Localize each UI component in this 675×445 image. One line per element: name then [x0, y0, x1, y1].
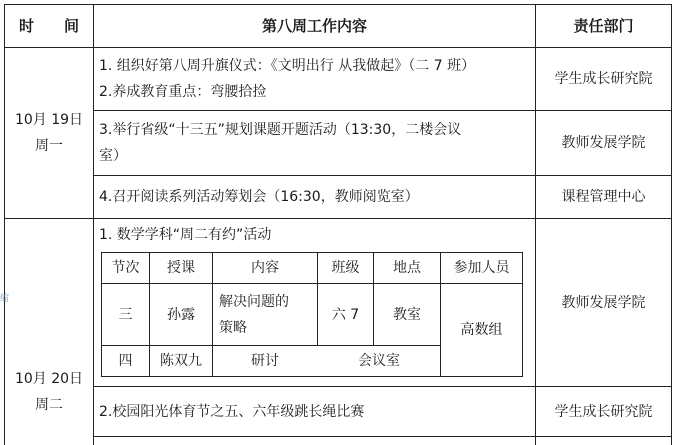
day1-date: 10月 19日	[14, 112, 84, 128]
day2-date-cell	[5, 219, 93, 445]
day1-item1-line2: 2.养成教育重点：弯腰拾捡	[99, 84, 267, 100]
header-dept: 责任部门	[573, 17, 634, 35]
margin-mark: 缩	[0, 294, 10, 304]
schedule-row2-content: 研讨	[251, 353, 279, 369]
day1-item4: 4.召开阅读系列活动筹划会（16:30，教师阅览室）	[99, 189, 419, 205]
day2-item2: 2.校园阳光体育节之五、六年级跳长绳比赛	[99, 403, 365, 420]
schedule-row2-period: 四	[118, 353, 133, 369]
day2-item1: 1. 数学学科“周二有约”活动	[99, 227, 272, 243]
schedule-row1-content	[213, 284, 317, 345]
day1-item3-line1: 3.举行省级“十三五”规划课题开题活动（13:30，二楼会议	[99, 122, 462, 138]
schedule-row1-class: 六 7	[331, 306, 360, 323]
schedule-header-period: 节次	[111, 260, 140, 276]
schedule-row1-period: 三	[118, 306, 133, 323]
schedule-row2-teacher: 陈双九	[160, 353, 202, 369]
schedule-header-teacher: 授课	[167, 260, 195, 276]
schedule-row1-content-line2: 策略	[219, 319, 247, 336]
schedule-header-class: 班级	[331, 260, 360, 276]
row-divider	[93, 436, 671, 437]
schedule-header-content: 内容	[251, 260, 279, 276]
day2-weekday: 周二	[35, 397, 63, 413]
schedule-border-right	[522, 252, 523, 377]
day1-item3-cell	[94, 111, 535, 175]
schedule-row1-place: 教室	[393, 306, 421, 323]
day2-item2-dept: 学生成长研究院	[554, 403, 653, 420]
schedule-row1-teacher: 孙露	[167, 306, 195, 323]
day1-date-cell	[5, 48, 93, 218]
header-time: 时 间	[18, 17, 79, 35]
schedule-header-place: 地点	[393, 260, 421, 276]
schedule-header-participants: 参加人员	[453, 260, 510, 276]
schedule-row2-place: 会议室	[358, 353, 400, 369]
day1-item3-dept: 教师发展学院	[561, 135, 646, 151]
day2-item1-dept: 教师发展学院	[561, 294, 646, 311]
day1-item4-dept: 课程管理中心	[561, 189, 646, 205]
header-content: 第八周工作内容	[261, 17, 367, 35]
day2-date: 10月 20日	[14, 371, 84, 387]
day1-item1-dept: 学生成长研究院	[554, 71, 653, 87]
day1-item1-cell	[94, 48, 535, 110]
day1-weekday: 周一	[35, 138, 63, 154]
day1-item1-line1: 1. 组织好第八周升旗仪式：《文明出行 从我做起》（二 7 班）	[99, 58, 476, 74]
schedule-row1-content-line1: 解决问题的	[219, 293, 289, 310]
schedule-participants: 高数组	[460, 322, 503, 338]
table-border-right	[671, 4, 672, 445]
day1-item3-line2: 室）	[99, 148, 127, 164]
schedule-border-bottom	[101, 376, 522, 377]
